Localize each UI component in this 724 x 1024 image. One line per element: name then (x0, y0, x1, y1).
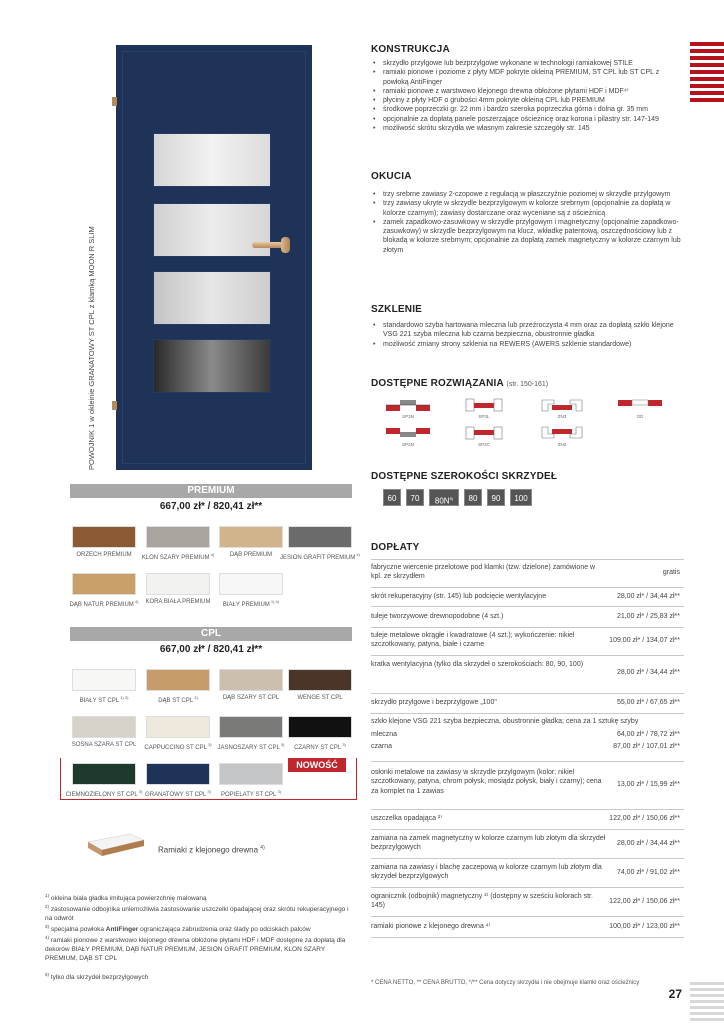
page-number: 27 (668, 987, 682, 1001)
footnote-3: $^{3)}$ specjalna powłoka AntiFinger ograniczająca zabrudzenia oraz ślady po odciskach palców (45, 924, 311, 934)
okucia-heading: OKUCIA (371, 171, 412, 182)
table-row: szkło klejone VSG 221 szyba bezpieczna, obustronnie gładka; cena za 1 sztukę szyby mleczna 64,00 zł* / 78,72 zł** czarna 87,00 zł* / 107,01 zł** (371, 713, 684, 761)
cpl-swatch (146, 716, 210, 738)
width-100: 100 (510, 489, 532, 506)
solution-zn2-icon (540, 426, 584, 440)
cpl-swatch-label: SOSNA SZARA ST CPL (71, 742, 137, 748)
table-row: skrzydło przylgowe i bezprzylgowe „100" 55,00 zł* / 67,65 zł** (371, 693, 684, 713)
cpl-swatch (288, 716, 352, 738)
cpl-swatch (72, 716, 136, 738)
solution-zn2-label: ZN2 (557, 442, 567, 447)
table-row: tuleje metalowe okrągłe i kwadratowe (4 szt.); wykończenie: nikiel szczotkowany, patyna, białe i czarne 109,00 zł* / 134,07 zł** (371, 627, 684, 655)
premium-swatch (146, 573, 210, 595)
szklenie-heading: SZKLENIE (371, 304, 423, 315)
solution-sp2c-icon (462, 426, 506, 440)
decorative-stripes-bottom (690, 982, 724, 1024)
widths-heading: DOSTĘPNE SZEROKOŚCI SKRZYDEŁ (371, 471, 558, 482)
solutions-heading: DOSTĘPNE ROZWIĄZANIA (str. 150-161) (371, 378, 549, 389)
okucia-list: • trzy srebrne zawiasy 2-czopowe z regulacją w płaszczyźnie poziomej w skrzydle przylgowym • trzy zawiasy ukryte w skrzydle bezprzylgowym w kolorze srebrnym (opcjonalnie za dopłatą w kolorze czarnym); zawiasy dostarczane oraz wyceniane są z ościeżnicą • zamek zapadkowo-zasuwkowy w skrzydle przylgowym i magnetyczny (opcjonalnie zapadkowo-zasuwkowy) w skrzydle bezprzylgowym na klucz, wkładkę patentową, oszczędnościowy lub z blokadą w kolorze srebrnym; opcjonalnie za dopłatą zamek magnetyczny w kolorze czarnym lub złotym (371, 190, 686, 255)
cpl-swatch-label: CZARNY ST CPL $^{3)}$ (294, 742, 346, 751)
cpl-swatch-label: GRANATOWY ST CPL $^{3)}$ (145, 789, 211, 798)
premium-swatch (146, 526, 210, 548)
width-60: 60 (383, 489, 401, 506)
premium-swatch-label: JESION GRAFIT PREMIUM $^{4)}$ (280, 552, 360, 561)
cpl-swatch-label: JASNOSZARY ST CPL $^{3)}$ (217, 742, 285, 751)
cpl-swatch-label: WENGE ST CPL (297, 695, 343, 701)
table-row: tuleje tworzywowe drewnopodobne (4 szt.) 21,00 zł* / 25,83 zł** (371, 606, 684, 627)
premium-swatch (72, 526, 136, 548)
premium-swatch-label: DĄB NATUR PREMIUM $^{4)}$ (69, 599, 139, 608)
table-row: fabryczne wiercenie przelotowe pod klamki (tzw. dzielone) zamówione w kpl. ze skrzydłem gratis (371, 559, 684, 587)
width-80: 80 (464, 489, 482, 506)
table-row: zamiana na zawiasy i blachę zaczepową w kolorze czarnym lub złotym dla skrzydeł bezprzylgowych 74,00 zł* / 91,02 zł** (371, 858, 684, 887)
table-row: ramiaki pionowe z klejonego drewna ⁴⁾ 100,00 zł* / 123,00 zł** (371, 916, 684, 938)
solution-sp2n-label: SP2N (402, 442, 414, 447)
cpl-price: 667,00 zł* / 820,41 zł** (159, 644, 263, 655)
solution-sp2c-label: SP2C (478, 442, 490, 447)
solution-od-label: OD (636, 414, 644, 419)
footnote-2: $^{2)}$ zastosowanie odbojnika uniemożliwia zastosowanie uszczelki opadającej oraz skrótu rekuperacyjnego i na odwrót (45, 904, 349, 922)
table-row: osłonki metalowe na zawiasy w skrzydle przylgowym (kolor: nikiel szczotkowany, patyna, chrom połysk, mosiądz połysk, biały i czarny); cena za komplet na 1 zawias 13,00 zł* / 15,99 zł** (371, 761, 684, 809)
premium-swatch (219, 526, 283, 548)
doplaty-heading: DOPŁATY (371, 542, 420, 553)
cpl-swatch (72, 669, 136, 691)
cpl-header: CPL (70, 627, 352, 641)
glued-wood-frame-image (86, 832, 146, 858)
door-caption: POWOJNIK 1 w okleinie GRANATOWY ST CPL z klamką MOON R SLIM (87, 226, 96, 470)
footnote-4: $^{4)}$ ramiaki pionowe z warstwowo klejonego drewna obłożone płytami HDF i MDF dostępne za dopłatą dla dekorów BIAŁY PREMIUM, DĄB NATUR PREMIUM, JESION GRAFIT PREMIUM, KLON SZARY PREMIUM, DĄB ST CPL (45, 935, 346, 962)
cpl-swatch (219, 716, 283, 738)
door-image (116, 45, 312, 470)
cpl-swatch (288, 669, 352, 691)
width-70: 70 (406, 489, 424, 506)
cpl-swatch-label: CIEMNOZIELONY ST CPL $^{3)}$ (65, 789, 143, 798)
premium-swatch (72, 573, 136, 595)
footnote-5: $^{5)}$ tylko dla skrzydeł bezprzylgowych (45, 972, 149, 982)
szklenie-list: • standardowo szyba hartowana mleczna lub przeźroczysta 4 mm oraz za dopłatą szkło klejone VSG 221 szyba mleczna lub czarna bezpieczna, obustronnie gładka • możliwość zmiany strony szklenia na REWERS (AWERS szklenie standardowe) (371, 321, 686, 349)
width-90: 90 (487, 489, 505, 506)
premium-swatch-label: DĄB PREMIUM (229, 552, 273, 558)
table-row: zamiana na zamek magnetyczny w kolorze czarnym lub złotym dla skrzydeł bezprzylgowych 28,00 zł* / 34,44 zł** (371, 829, 684, 858)
width-80n: $80N^{5)}$ (429, 489, 459, 506)
table-row: skrót rekuperacyjny (str. 145) lub podcięcie wentylacyjne 28,00 zł* / 34,44 zł** (371, 587, 684, 606)
solution-sp2n-icon (386, 426, 430, 440)
cpl-swatch (146, 669, 210, 691)
cpl-swatch (219, 669, 283, 691)
solution-sp3l-label: SP3L (478, 414, 490, 419)
premium-swatch-label: KLON SZARY PREMIUM $^{4)}$ (141, 552, 215, 561)
new-badge: NOWOŚĆ (288, 758, 346, 772)
cpl-swatch-label: DĄB SZARY ST CPL (222, 695, 280, 701)
cpl-swatch-label: BIAŁY ST CPL $^{1) 3)}$ (79, 695, 129, 704)
solution-zn3-icon (540, 398, 584, 412)
table-row: uszczelka opadająca ²⁾ 122,00 zł* / 150,06 zł** (371, 809, 684, 829)
price-legend: * CENA NETTO, ** CENA BRUTTO, */** Cena dotyczy skrzydła i nie obejmuje klamki oraz ościeżnicy (371, 980, 640, 986)
glued-wood-frame-label: Ramiaki z klejonego drewna $^{4)}$ (158, 845, 265, 855)
table-row: kratka wentylacyjna (tylko dla skrzydeł o szerokościach: 80, 90, 100) 28,00 zł* / 34,44 zł** (371, 655, 684, 693)
solution-sp3n-label: SP3N (402, 414, 414, 419)
cpl-swatch-label: CAPPUCCINO ST CPL $^{3)}$ (144, 742, 212, 751)
solution-zn3-label: ZN3 (557, 414, 567, 419)
solution-od-icon (618, 398, 662, 412)
premium-price: 667,00 zł* / 820,41 zł** (159, 501, 263, 512)
premium-swatch (219, 573, 283, 595)
table-row: ogranicznik (odbojnik) magnetyczny ²⁾ (dostępny w sześciu kolorach str. 145) 122,00 zł* / 150,06 zł** (371, 887, 684, 916)
footnote-1: $^{1)}$ okleina biała gładka imitująca powierzchnię malowaną (45, 893, 207, 903)
solution-sp3l-icon (462, 398, 506, 412)
konstrukcja-heading: KONSTRUKCJA (371, 44, 450, 55)
premium-swatch-label: ORZECH PREMIUM (76, 552, 132, 558)
cpl-swatch-label: DĄB ST CPL $^{3)}$ (158, 695, 198, 704)
premium-header: PREMIUM (70, 484, 352, 498)
premium-swatch-label: KORA BIAŁA PREMIUM (145, 599, 211, 605)
solution-sp3n-icon (386, 398, 430, 412)
premium-swatch-label: BIAŁY PREMIUM $^{1) 4)}$ (222, 599, 280, 608)
konstrukcja-list: • skrzydło przylgowe lub bezprzylgowe wykonane w technologii ramiakowej STILE • ramiaki pionowe i poziome z płyty MDF pokryte okleiną PREMIUM, ST CPL lub ST CPL z powłoką AntiFinger • ramiaki pionowe z warstwowo klejonego drewna obłożone płytami HDF i MDF⁴⁾ • płyciny z płyty HDF o grubości 4mm pokryte okleiną CPL lub PREMIUM • środkowe poprzeczki gr. 22 mm i bardzo szeroka poprzeczka górna i dolna gr. 35 mm • opcjonalnie za dopłatą panele poszerzające ościeżnicę oraz korona i pilastry str. 147-149 • możliwość skrótu skrzydła we własnym zakresie szczegóły str. 145 (371, 59, 686, 133)
cpl-swatch-label: POPIELATY ST CPL $^{3)}$ (220, 789, 282, 798)
premium-swatch (288, 526, 352, 548)
decorative-stripes-top (690, 42, 724, 105)
